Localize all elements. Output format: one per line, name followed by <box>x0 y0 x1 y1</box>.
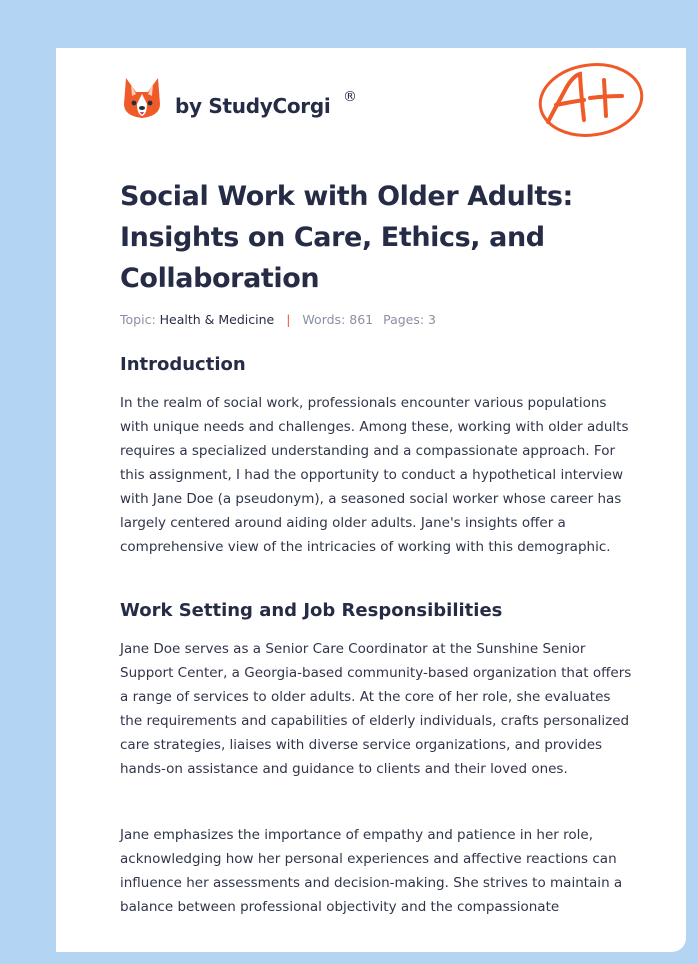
meta-separator: | <box>286 312 291 327</box>
corgi-logo-icon <box>122 76 162 120</box>
work-setting-paragraph-1: Jane Doe serves as a Senior Care Coordinator at the Sunshine Senior Support Center, a Georgia-based community-based organization that offers a range of services to older adults. At the core of her role, she evaluates the requirements and capabilities of elderly individuals, crafts personalized care strategies, liaises with diverse service organizations, and provides hands-on assistance and guidance to clients and their loved ones. <box>120 641 632 777</box>
work-setting-paragraph-2: Jane emphasizes the importance of empathy and patience in her role, acknowledging how her personal experiences and affective reactions can influence her assessments and decision-making. She strives to maintain a balance between professional objectivity and the compassionate <box>120 827 623 915</box>
topic-label: Topic: <box>120 312 156 327</box>
registered-mark: ® <box>343 89 357 105</box>
article-meta <box>120 312 436 327</box>
a-plus-grade-icon <box>534 58 646 142</box>
word-count: Words: 861 <box>302 312 374 327</box>
section-heading-work-setting: Work Setting and Job Responsibilities <box>120 600 503 621</box>
section-heading-introduction: Introduction <box>120 354 246 375</box>
topic-link[interactable]: Health & Medicine <box>159 312 275 327</box>
article-title: Social Work with Older Adults: Insights on Care, Ethics, and Collaboration <box>120 181 573 294</box>
document-card <box>56 48 686 952</box>
studycorgi-logo[interactable] <box>122 76 382 126</box>
introduction-paragraph: In the realm of social work, professionals encounter various populations with unique needs and challenges. Among these, working with older adults requires a specialized understanding and a compassionate approach. For this assignment, I had the opportunity to conduct a hypothetical interview with Jane Doe (a pseudonym), a seasoned social worker whose career has largely centered around aiding older adults. Jane's insights offer a comprehensive view of the intricacies of working with this demographic. <box>120 395 629 555</box>
brand-name: by StudyCorgi <box>175 94 331 118</box>
page-count: Pages: 3 <box>383 312 437 327</box>
